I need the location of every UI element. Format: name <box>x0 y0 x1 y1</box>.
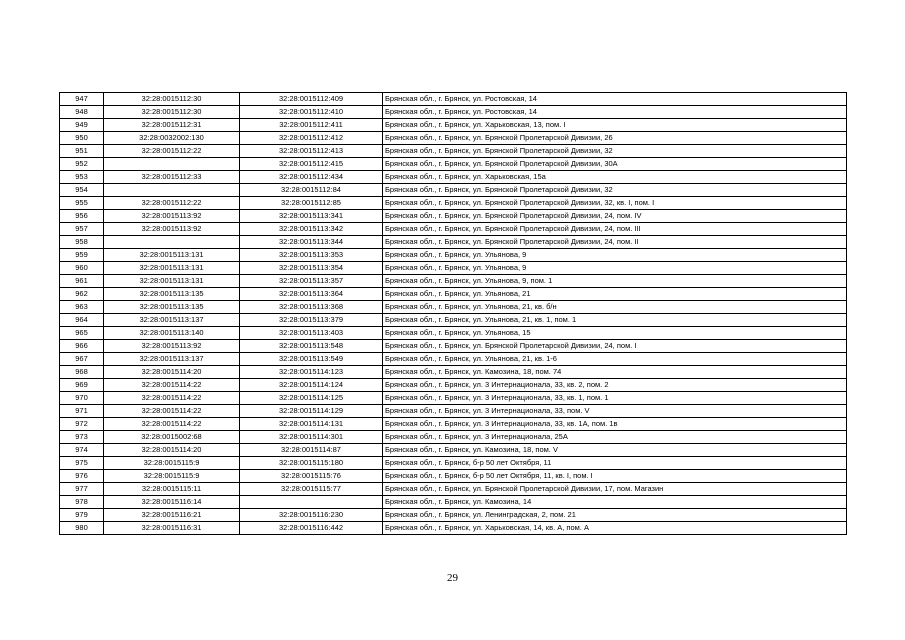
table-row <box>60 340 847 353</box>
cadastral-number-cell: 32:28:0015114:131 <box>240 418 383 431</box>
cadastral-number-cell: 32:28:0015113:344 <box>240 236 383 249</box>
address-cell: Брянская обл., г. Брянск, ул. Харьковская, 15а <box>383 171 847 184</box>
parent-cadastral-cell: 32:28:0015113:92 <box>104 210 240 223</box>
parent-cadastral-cell: 32:28:0015116:21 <box>104 509 240 522</box>
address-cell: Брянская обл., г. Брянск, ул. Брянской Пролетарской Дивизии, 24, пом. II <box>383 236 847 249</box>
table-row <box>60 483 847 496</box>
row-number-cell: 977 <box>60 483 104 496</box>
cadastral-number-cell: 32:28:0015113:354 <box>240 262 383 275</box>
table-row <box>60 418 847 431</box>
table-row <box>60 379 847 392</box>
table-row <box>60 275 847 288</box>
row-number-cell: 969 <box>60 379 104 392</box>
row-number-cell: 973 <box>60 431 104 444</box>
row-number-cell: 965 <box>60 327 104 340</box>
table-row <box>60 210 847 223</box>
address-cell: Брянская обл., г. Брянск, ул. Брянской Пролетарской Дивизии, 17, пом. Магазин <box>383 483 847 496</box>
parent-cadastral-cell: 32:28:0015113:140 <box>104 327 240 340</box>
table-row <box>60 444 847 457</box>
cadastral-number-cell: 32:28:0015113:379 <box>240 314 383 327</box>
row-number-cell: 971 <box>60 405 104 418</box>
cadastral-number-cell: 32:28:0015113:403 <box>240 327 383 340</box>
table-row <box>60 145 847 158</box>
cadastral-number-cell: 32:28:0015112:409 <box>240 93 383 106</box>
parent-cadastral-cell: 32:28:0015112:22 <box>104 197 240 210</box>
table-row <box>60 132 847 145</box>
parent-cadastral-cell: 32:28:0015113:135 <box>104 301 240 314</box>
table-row <box>60 301 847 314</box>
parent-cadastral-cell: 32:28:0015113:137 <box>104 353 240 366</box>
cadastral-number-cell: 32:28:0015115:180 <box>240 457 383 470</box>
address-cell: Брянская обл., г. Брянск, ул. Ленинградская, 2, пом. 21 <box>383 509 847 522</box>
row-number-cell: 954 <box>60 184 104 197</box>
cadastral-number-cell: 32:28:0015112:410 <box>240 106 383 119</box>
cadastral-number-cell: 32:28:0015113:364 <box>240 288 383 301</box>
address-cell: Брянская обл., г. Брянск, ул. Брянской Пролетарской Дивизии, 26 <box>383 132 847 145</box>
cadastral-number-cell: 32:28:0015112:434 <box>240 171 383 184</box>
table-row <box>60 119 847 132</box>
cadastral-number-cell: 32:28:0015114:125 <box>240 392 383 405</box>
table-row <box>60 431 847 444</box>
table-row <box>60 327 847 340</box>
address-cell: Брянская обл., г. Брянск, ул. Ульянова, 9 <box>383 262 847 275</box>
address-cell: Брянская обл., г. Брянск, ул. Брянской Пролетарской Дивизии, 32, кв. I, пом. I <box>383 197 847 210</box>
address-cell: Брянская обл., г. Брянск, ул. Камозина, 18, пом. 74 <box>383 366 847 379</box>
row-number-cell: 952 <box>60 158 104 171</box>
parent-cadastral-cell: 32:28:0015112:30 <box>104 106 240 119</box>
address-cell: Брянская обл., г. Брянск, ул. Камозина, 18, пом. V <box>383 444 847 457</box>
address-cell: Брянская обл., г. Брянск, ул. Ульянова, 21 <box>383 288 847 301</box>
table-row <box>60 184 847 197</box>
row-number-cell: 960 <box>60 262 104 275</box>
row-number-cell: 964 <box>60 314 104 327</box>
parent-cadastral-cell: 32:28:0015115:11 <box>104 483 240 496</box>
row-number-cell: 978 <box>60 496 104 509</box>
parent-cadastral-cell: 32:28:0015112:30 <box>104 93 240 106</box>
address-cell: Брянская обл., г. Брянск, ул. Брянской Пролетарской Дивизии, 32 <box>383 145 847 158</box>
address-cell: Брянская обл., г. Брянск, ул. Ульянова, 21, кв. б/н <box>383 301 847 314</box>
address-cell: Брянская обл., г. Брянск, ул. Брянской Пролетарской Дивизии, 30А <box>383 158 847 171</box>
row-number-cell: 980 <box>60 522 104 535</box>
cadastral-number-cell: 32:28:0015114:123 <box>240 366 383 379</box>
table-row <box>60 93 847 106</box>
parent-cadastral-cell: 32:28:0015112:22 <box>104 145 240 158</box>
row-number-cell: 967 <box>60 353 104 366</box>
cadastral-number-cell: 32:28:0015112:412 <box>240 132 383 145</box>
cadastral-number-cell: 32:28:0015113:368 <box>240 301 383 314</box>
cadastral-number-cell: 32:28:0015113:549 <box>240 353 383 366</box>
table-row <box>60 106 847 119</box>
cadastral-number-cell: 32:28:0015113:353 <box>240 249 383 262</box>
address-cell: Брянская обл., г. Брянск, ул. 3 Интернационала, 25А <box>383 431 847 444</box>
table-row <box>60 522 847 535</box>
address-cell: Брянская обл., г. Брянск, ул. Брянской Пролетарской Дивизии, 24, пом. IV <box>383 210 847 223</box>
parent-cadastral-cell: 32:28:0015113:137 <box>104 314 240 327</box>
parent-cadastral-cell: 32:28:0032002:130 <box>104 132 240 145</box>
address-cell: Брянская обл., г. Брянск, ул. Брянской Пролетарской Дивизии, 32 <box>383 184 847 197</box>
cadastral-number-cell: 32:28:0015112:413 <box>240 145 383 158</box>
parent-cadastral-cell: 32:28:0015116:14 <box>104 496 240 509</box>
address-cell: Брянская обл., г. Брянск, ул. Харьковская, 14, кв. А, пом. А <box>383 522 847 535</box>
row-number-cell: 966 <box>60 340 104 353</box>
cadastral-number-cell: 32:28:0015113:357 <box>240 275 383 288</box>
parent-cadastral-cell: 32:28:0015113:131 <box>104 275 240 288</box>
parent-cadastral-cell: 32:28:0015112:31 <box>104 119 240 132</box>
row-number-cell: 948 <box>60 106 104 119</box>
row-number-cell: 951 <box>60 145 104 158</box>
address-cell: Брянская обл., г. Брянск, ул. Камозина, 14 <box>383 496 847 509</box>
table-row <box>60 392 847 405</box>
address-cell: Брянская обл., г. Брянск, ул. Харьковская, 13, пом. I <box>383 119 847 132</box>
row-number-cell: 974 <box>60 444 104 457</box>
table-row <box>60 158 847 171</box>
row-number-cell: 979 <box>60 509 104 522</box>
parent-cadastral-cell: 32:28:0015113:131 <box>104 249 240 262</box>
table-row <box>60 366 847 379</box>
cadastral-number-cell: 32:28:0015112:84 <box>240 184 383 197</box>
table-row <box>60 457 847 470</box>
row-number-cell: 949 <box>60 119 104 132</box>
row-number-cell: 958 <box>60 236 104 249</box>
cadastral-number-cell: 32:28:0015114:87 <box>240 444 383 457</box>
address-cell: Брянская обл., г. Брянск, ул. 3 Интернационала, 33, пом. V <box>383 405 847 418</box>
row-number-cell: 970 <box>60 392 104 405</box>
cadastral-number-cell: 32:28:0015116:230 <box>240 509 383 522</box>
row-number-cell: 955 <box>60 197 104 210</box>
parent-cadastral-cell: 32:28:0015114:22 <box>104 418 240 431</box>
parent-cadastral-cell: 32:28:0015113:92 <box>104 340 240 353</box>
address-cell: Брянская обл., г. Брянск, ул. Ростовская, 14 <box>383 106 847 119</box>
cadastral-number-cell: 32:28:0015112:85 <box>240 197 383 210</box>
row-number-cell: 950 <box>60 132 104 145</box>
cadastral-number-cell: 32:28:0015112:415 <box>240 158 383 171</box>
table-row <box>60 496 847 509</box>
parent-cadastral-cell: 32:28:0015002:68 <box>104 431 240 444</box>
address-cell: Брянская обл., г. Брянск, б-р 50 лет Октября, 11 <box>383 457 847 470</box>
cadastral-number-cell: 32:28:0015115:77 <box>240 483 383 496</box>
cadastral-number-cell: 32:28:0015116:442 <box>240 522 383 535</box>
row-number-cell: 953 <box>60 171 104 184</box>
table-row <box>60 314 847 327</box>
address-cell: Брянская обл., г. Брянск, ул. Брянской Пролетарской Дивизии, 24, пом. I <box>383 340 847 353</box>
row-number-cell: 956 <box>60 210 104 223</box>
parent-cadastral-cell: 32:28:0015112:33 <box>104 171 240 184</box>
address-cell: Брянская обл., г. Брянск, ул. Ульянова, 21, кв. 1-6 <box>383 353 847 366</box>
cadastral-number-cell <box>240 496 383 509</box>
table-row <box>60 223 847 236</box>
parent-cadastral-cell: 32:28:0015116:31 <box>104 522 240 535</box>
table-row <box>60 353 847 366</box>
parent-cadastral-cell <box>104 236 240 249</box>
address-cell: Брянская обл., г. Брянск, б-р 50 лет Октября, 11, кв. I, пом. I <box>383 470 847 483</box>
row-number-cell: 963 <box>60 301 104 314</box>
address-cell: Брянская обл., г. Брянск, ул. Брянской Пролетарской Дивизии, 24, пом. III <box>383 223 847 236</box>
row-number-cell: 959 <box>60 249 104 262</box>
parent-cadastral-cell: 32:28:0015113:92 <box>104 223 240 236</box>
parent-cadastral-cell: 32:28:0015114:22 <box>104 392 240 405</box>
parent-cadastral-cell: 32:28:0015114:20 <box>104 366 240 379</box>
address-cell: Брянская обл., г. Брянск, ул. 3 Интернационала, 33, кв. 2, пом. 2 <box>383 379 847 392</box>
address-cell: Брянская обл., г. Брянск, ул. Ульянова, 9 <box>383 249 847 262</box>
table-row <box>60 171 847 184</box>
table-row <box>60 509 847 522</box>
cadastral-number-cell: 32:28:0015114:301 <box>240 431 383 444</box>
address-cell: Брянская обл., г. Брянск, ул. Ульянова, 21, кв. 1, пом. 1 <box>383 314 847 327</box>
row-number-cell: 947 <box>60 93 104 106</box>
address-cell: Брянская обл., г. Брянск, ул. 3 Интернационала, 33, кв. 1, пом. 1 <box>383 392 847 405</box>
cadastral-number-cell: 32:28:0015113:342 <box>240 223 383 236</box>
table-row <box>60 197 847 210</box>
parent-cadastral-cell <box>104 158 240 171</box>
table-row <box>60 405 847 418</box>
cadastral-number-cell: 32:28:0015114:124 <box>240 379 383 392</box>
row-number-cell: 972 <box>60 418 104 431</box>
parent-cadastral-cell: 32:28:0015114:22 <box>104 405 240 418</box>
row-number-cell: 957 <box>60 223 104 236</box>
table-row <box>60 236 847 249</box>
table-row <box>60 249 847 262</box>
table-row <box>60 262 847 275</box>
cadastral-number-cell: 32:28:0015112:411 <box>240 119 383 132</box>
parent-cadastral-cell: 32:28:0015114:22 <box>104 379 240 392</box>
table-row <box>60 470 847 483</box>
parent-cadastral-cell: 32:28:0015115:9 <box>104 457 240 470</box>
address-cell: Брянская обл., г. Брянск, ул. Ростовская, 14 <box>383 93 847 106</box>
cadastral-registry-table <box>59 92 847 535</box>
row-number-cell: 962 <box>60 288 104 301</box>
row-number-cell: 975 <box>60 457 104 470</box>
address-cell: Брянская обл., г. Брянск, ул. 3 Интернационала, 33, кв. 1А, пом. 1в <box>383 418 847 431</box>
parent-cadastral-cell: 32:28:0015115:9 <box>104 470 240 483</box>
cadastral-number-cell: 32:28:0015113:548 <box>240 340 383 353</box>
cadastral-number-cell: 32:28:0015114:129 <box>240 405 383 418</box>
row-number-cell: 961 <box>60 275 104 288</box>
cadastral-number-cell: 32:28:0015115:76 <box>240 470 383 483</box>
row-number-cell: 976 <box>60 470 104 483</box>
row-number-cell: 968 <box>60 366 104 379</box>
parent-cadastral-cell <box>104 184 240 197</box>
page-number: 29 <box>447 572 458 584</box>
address-cell: Брянская обл., г. Брянск, ул. Ульянова, 15 <box>383 327 847 340</box>
address-cell: Брянская обл., г. Брянск, ул. Ульянова, 9, пом. 1 <box>383 275 847 288</box>
table-body <box>60 93 847 535</box>
cadastral-number-cell: 32:28:0015113:341 <box>240 210 383 223</box>
parent-cadastral-cell: 32:28:0015114:20 <box>104 444 240 457</box>
table-row <box>60 288 847 301</box>
parent-cadastral-cell: 32:28:0015113:135 <box>104 288 240 301</box>
parent-cadastral-cell: 32:28:0015113:131 <box>104 262 240 275</box>
